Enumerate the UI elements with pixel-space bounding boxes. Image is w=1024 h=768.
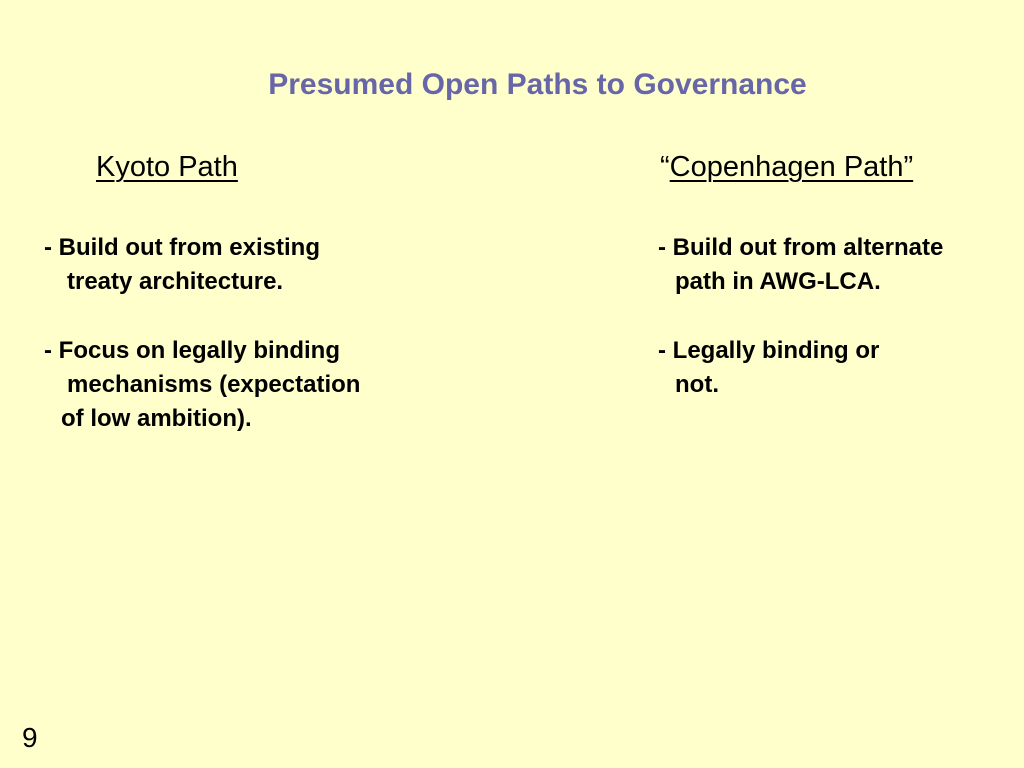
left-bullet-2-line-2: mechanisms (expectation: [67, 371, 361, 398]
right-bullet-2-line-2: not.: [675, 371, 719, 398]
left-bullet-1-line-2: treaty architecture.: [67, 268, 284, 295]
slide-title: Presumed Open Paths to Governance: [268, 68, 807, 101]
right-bullet-1-line-1: - Build out from alternate: [658, 234, 944, 261]
kyoto-path-heading: [96, 151, 238, 184]
left-bullet-1-line-1: - Build out from existing: [44, 234, 320, 261]
left-bullet-2-line-1: - Focus on legally binding: [44, 337, 341, 364]
kyoto-path-heading-text: Kyoto Path: [96, 151, 238, 183]
page-number: 9: [22, 722, 38, 753]
copenhagen-path-heading: [660, 151, 913, 184]
right-bullet-2-line-1: - Legally binding or: [658, 337, 880, 364]
copenhagen-path-heading-text: Copenhagen Path”: [669, 151, 914, 183]
left-bullet-2-line-3: of low ambition).: [61, 405, 252, 432]
copenhagen-heading-open-quote: “: [660, 151, 670, 183]
right-bullet-1-line-2: path in AWG-LCA.: [675, 268, 881, 295]
